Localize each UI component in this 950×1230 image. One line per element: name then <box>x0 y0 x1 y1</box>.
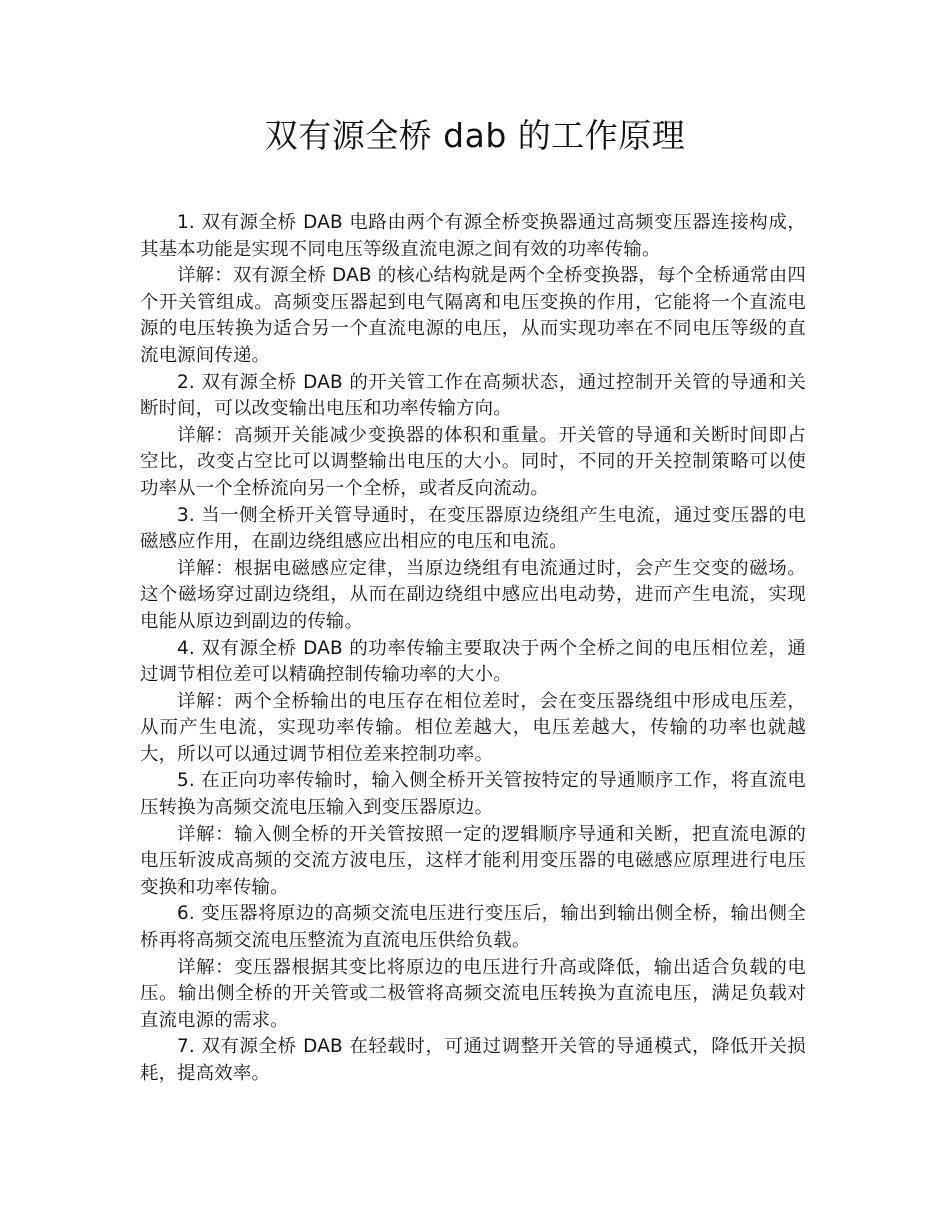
document-body <box>140 210 806 1088</box>
paragraph-point-5: 5. 在正向功率传输时，输入侧全桥开关管按特定的导通顺序工作，将直流电压转换为高频交流电压输入到变压器原边。 <box>140 770 806 819</box>
paragraph-point-7: 7. 双有源全桥 DAB 在轻载时，可通过调整开关管的导通模式，降低开关损耗，提高效率。 <box>140 1036 806 1084</box>
paragraph-point-3: 3. 当一侧全桥开关管导通时，在变压器原边绕组产生电流，通过变压器的电磁感应作用，在副边绕组感应出相应的电压和电流。 <box>140 504 806 553</box>
paragraph-point-1: 1. 双有源全桥 DAB 电路由两个有源全桥变换器通过高频变压器连接构成，其基本功能是实现不同电压等级直流电源之间有效的功率传输。 <box>140 212 806 260</box>
paragraph-detail-5: 详解：输入侧全桥的开关管按照一定的逻辑顺序导通和关断，把直流电源的电压斩波成高频的交流方波电压，这样才能利用变压器的电磁感应原理进行电压变换和功率传输。 <box>140 823 806 898</box>
paragraph-detail-2: 详解：高频开关能减少变换器的体积和重量。开关管的导通和关断时间即占空比，改变占空比可以调整输出电压的大小。同时，不同的开关控制策略可以使功率从一个全桥流向另一个全桥，或者反向流动。 <box>140 424 806 499</box>
paragraph-detail-1: 详解：双有源全桥 DAB 的核心结构就是两个全桥变换器，每个全桥通常由四个开关管组成。高频变压器起到电气隔离和电压变换的作用，它能将一个直流电源的电压转换为适合另一个直流电源的电压，从而实现功率在不同电压等级的直流电源间传递。 <box>140 265 806 366</box>
paragraph-point-4: 4. 双有源全桥 DAB 的功率传输主要取决于两个全桥之间的电压相位差，通过调节相位差可以精确控制传输功率的大小。 <box>140 637 806 686</box>
paragraph-point-6: 6. 变压器将原边的高频交流电压进行变压后，输出到输出侧全桥，输出侧全桥再将高频交流电压整流为直流电压供给负载。 <box>140 903 806 952</box>
paragraph-detail-6: 详解：变压器根据其变比将原边的电压进行升高或降低，输出适合负载的电压。输出侧全桥的开关管或二极管将高频交流电压转换为直流电压，满足负载对直流电源的需求。 <box>140 956 806 1031</box>
document-title: 双有源全桥 dab 的工作原理 <box>264 116 686 155</box>
paragraph-point-2: 2. 双有源全桥 DAB 的开关管工作在高频状态，通过控制开关管的导通和关断时间，可以改变输出电压和功率传输方向。 <box>140 371 806 420</box>
paragraph-detail-4: 详解：两个全桥输出的电压存在相位差时，会在变压器绕组中形成电压差，从而产生电流，实现功率传输。相位差越大，电压差越大，传输的功率也就越大，所以可以通过调节相位差来控制功率。 <box>140 690 806 765</box>
paragraph-detail-3: 详解：根据电磁感应定律，当原边绕组有电流通过时，会产生交变的磁场。这个磁场穿过副边绕组，从而在副边绕组中感应出电动势，进而产生电流，实现电能从原边到副边的传输。 <box>140 557 806 632</box>
